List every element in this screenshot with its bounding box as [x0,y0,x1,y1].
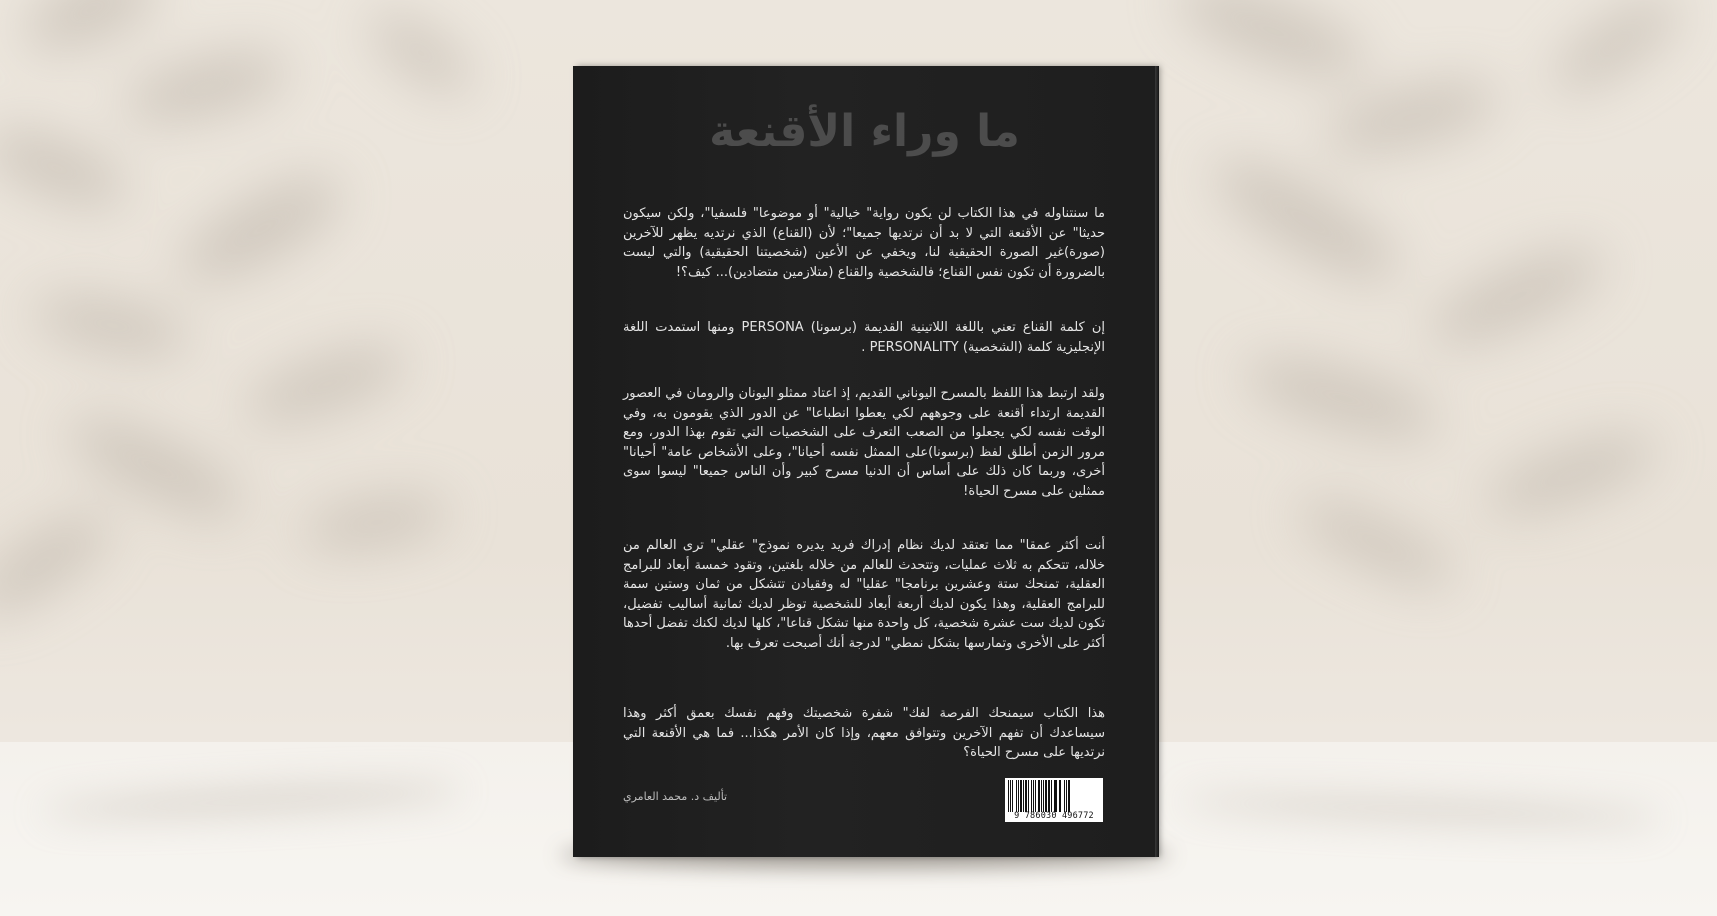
barcode-bars [1008,780,1100,812]
cover-paragraph-1: ما سنتناوله في هذا الكتاب لن يكون رواية" خيالية" أو موضوعا" فلسفيا"، ولكن سيكون حديثا" عن الأقنعة التي لا بد أن نرتديها جميعا"؛ لأن (القناع) الذي نرتديه يظهر للآخرين (صورة)غير الصورة الحقيقية لنا، ويخفي عن الأعين (شخصيتنا الحقيقية) والتي ليست بالضرورة أن تكون نفس القناع؛ فالشخصية والقناع (متلازمين متضادين)... كيف؟! [623,206,1105,280]
author-credit: تأليف د. محمد العامري [623,790,728,803]
book-title: ما وراء الأقنعة [709,106,1020,157]
isbn-barcode [1005,778,1103,822]
cover-paragraph-5: هذا الكتاب سيمنحك الفرصة لفك" شفرة شخصيتك وفهم نفسك بعمق أكثر وهذا سيساعدك أن تفهم الآخرين وتتوافق معهم، وإذا كان الأمر هكذا... فما هي الأقنعة التي نرتديها على مسرح الحياة؟ [623,706,1105,761]
cover-paragraph-3: ولقد ارتبط هذا اللفظ بالمسرح اليوناني القديم، إذ اعتاد ممثلو اليونان والرومان في العصور القديمة ارتداء أقنعة على وجوههم لكي يعطوا انطباعا" عن الدور الذي يقومون به، وفي الوقت نفسه لكي يجعلوا من الصعب التعرف على الشخصيات التي تقوم بهذا الدور، ومع مرور الزمن أطلق لفظ (برسونا)على الممثل نفسه أحيانا"، وعلى الأشخاص عامة" أحيانا" أخرى، وربما كان ذلك على أساس أن الدنيا مسرح كبير وأن الناس جميعا" ليسوا سوى ممثلين على مسرح الحياة! [623,386,1105,499]
cover-paragraph-2: إن كلمة القناع تعني باللغة اللاتينية القديمة (برسونا) PERSONA ومنها استمدت اللغة الإنجليزية كلمة (الشخصية) PERSONALITY . [623,320,1105,355]
cover-paragraph-4: أنت أكثر عمقا" مما تعتقد لديك نظام إدراك فريد يديره نموذج" عقلي" ترى العالم من خلاله، تتحكم به ثلاث عمليات، وتتحدث للعالم من خلاله بلغتين، وتقود خمسة أبعاد للبرامج العقلية، تمنحك ستة وعشرين برنامجا" عقليا" له وفقيادن تتشكل من ثمان وستين سمة للبرامج العقلية، وهذا يكون لديك أربعة أبعاد للشخصية توظر لديك ثمانية أساليب تفضيل، تكون لديك ست عشرة شخصية، كل واحدة منها تشكل قناعا"، كلها لديك لكنك تفضل أحدها أكثر على الأخرى وتمارسها بشكل نمطي" لدرجة أنك أصبحت تعرف بها. [622,538,1105,651]
barcode-number: 9 786030 496772 [1014,811,1094,821]
book-back-cover [573,66,1156,857]
